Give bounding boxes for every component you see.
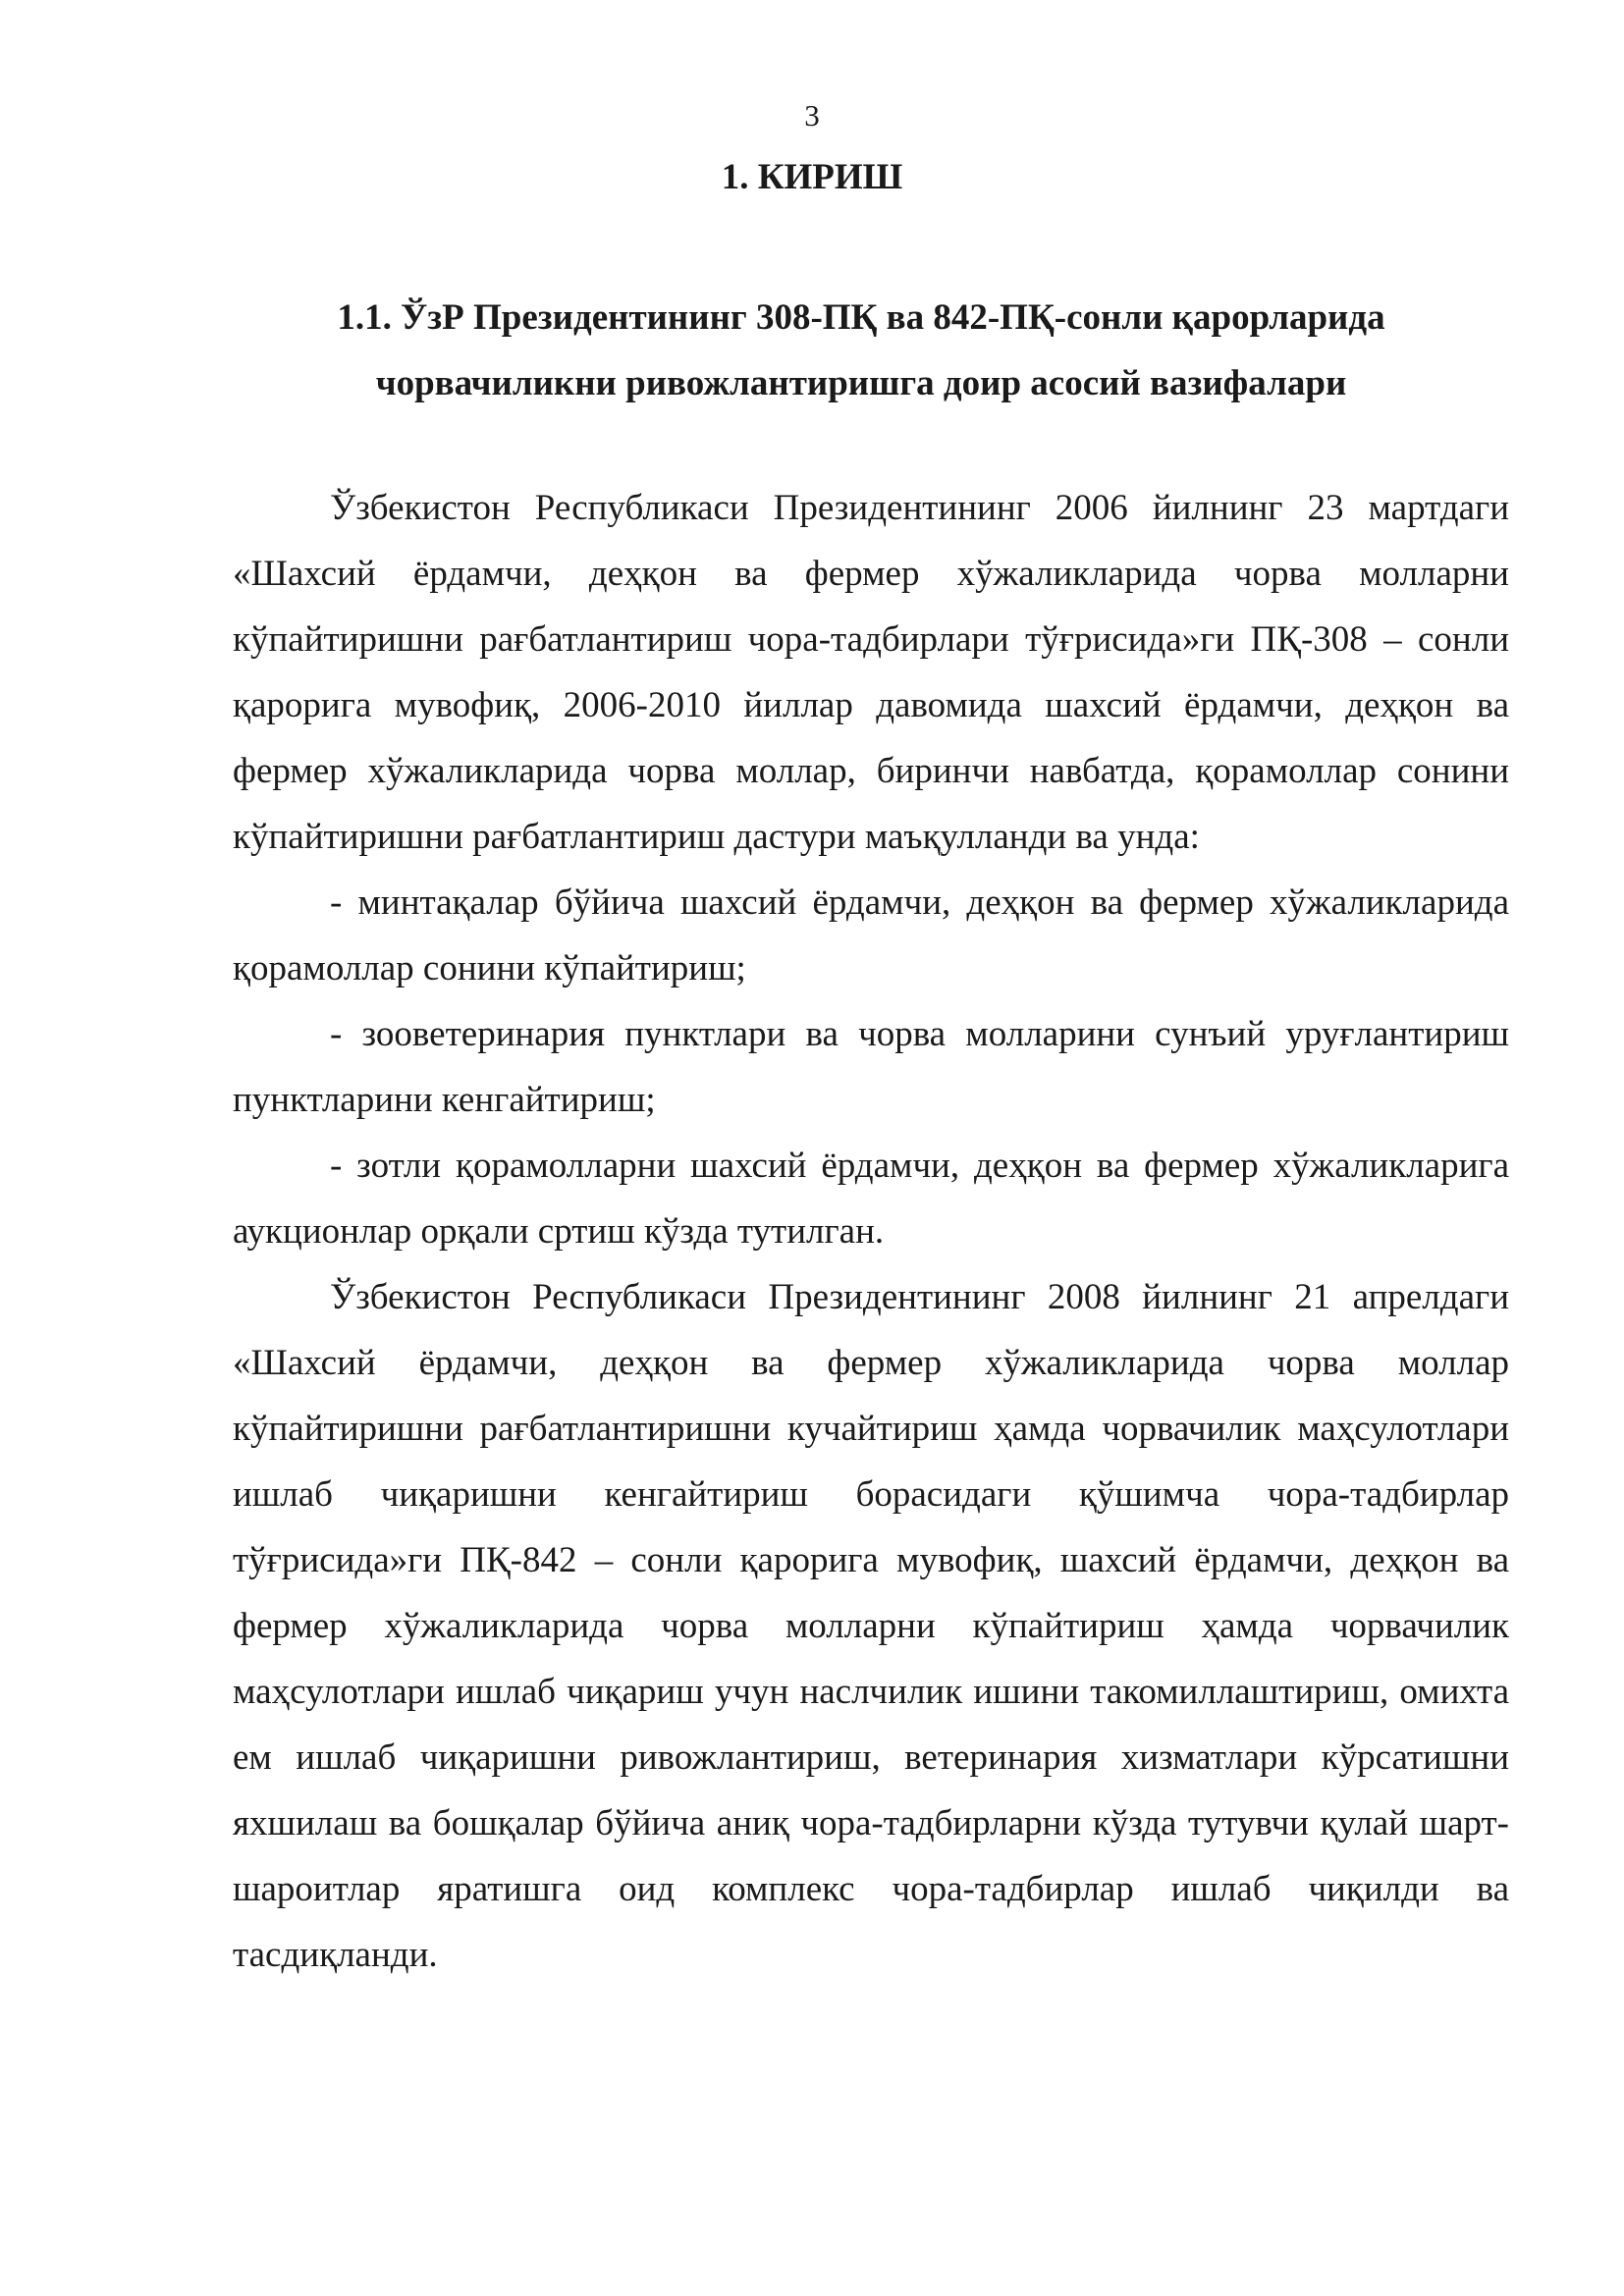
chapter-title: 1. КИРИШ xyxy=(721,157,903,197)
list-item-regional-cattle: - минтақалар бўйича шахсий ёрдамчи, деҳқон ва фермер хўжаликларида қорамоллар сонини кўпайтириш; xyxy=(233,882,1509,988)
section-title-line-2: чорвачиликни ривожлантиришга доир асосий вазифалари xyxy=(375,363,1347,403)
section-title xyxy=(177,285,1545,416)
page-number: 3 xyxy=(804,98,820,133)
list-item-zooveterinary-points: - зооветеринария пунктлари ва чорва молларини сунъий уруғлантириш пунктларини кенгайтириш; xyxy=(233,1014,1509,1120)
body-text xyxy=(233,475,1509,1988)
list-item-auctions: - зотли қорамолларни шахсий ёрдамчи, деҳқон ва фермер хўжаликларига аукционлар орқали сртиш кўзда тутилган. xyxy=(233,1146,1509,1252)
section-title-line-1: 1.1. ЎзР Президентининг 308-ПҚ ва 842-ПҚ-сонли қарорларида xyxy=(337,297,1385,338)
paragraph-intro-pk308: Ўзбекистон Республикаси Президентининг 2006 йилнинг 23 мартдаги «Шахсий ёрдамчи, деҳқон ва фермер хўжаликларида чорва молларни кўпайтиришни рағбатлантириш чора-тадбирлари тўғрисида»ги ПҚ-308 – сонли қарорига мувофиқ, 2006-2010 йиллар давомида шахсий ёрдамчи, деҳқон ва фермер хўжаликларида чорва моллар, биринчи навбатда, қорамоллар сонини кўпайтиришни рағбатлантириш дастури маъқулланди ва унда: xyxy=(233,488,1509,857)
paragraph-pk842: Ўзбекистон Республикаси Президентининг 2008 йилнинг 21 апрелдаги «Шахсий ёрдамчи, деҳқон ва фермер хўжаликларида чорва моллар кўпайтиришни рағбатлантиришни кучайтириш ҳамда чорвачилик маҳсулотлари ишлаб чиқаришни кенгайтириш борасидаги қўшимча чора-тадбирлар тўғрисида»ги ПҚ-842 – сонли қарорига мувофиқ, шахсий ёрдамчи, деҳқон ва фермер хўжаликларида чорва молларни кўпайтириш ҳамда чорвачилик маҳсулотлари ишлаб чиқариш учун наслчилик ишини такомиллаштириш, омихта ем ишлаб чиқаришни ривожлантириш, ветеринария хизматлари кўрсатишни яхшилаш ва бошқалар бўйича аниқ чора-тадбирларни кўзда тутувчи қулай шарт-шароитлар яратишга оид комплекс чора-тадбирлар ишлаб чиқилди ва тасдиқланди. xyxy=(233,1277,1509,1975)
